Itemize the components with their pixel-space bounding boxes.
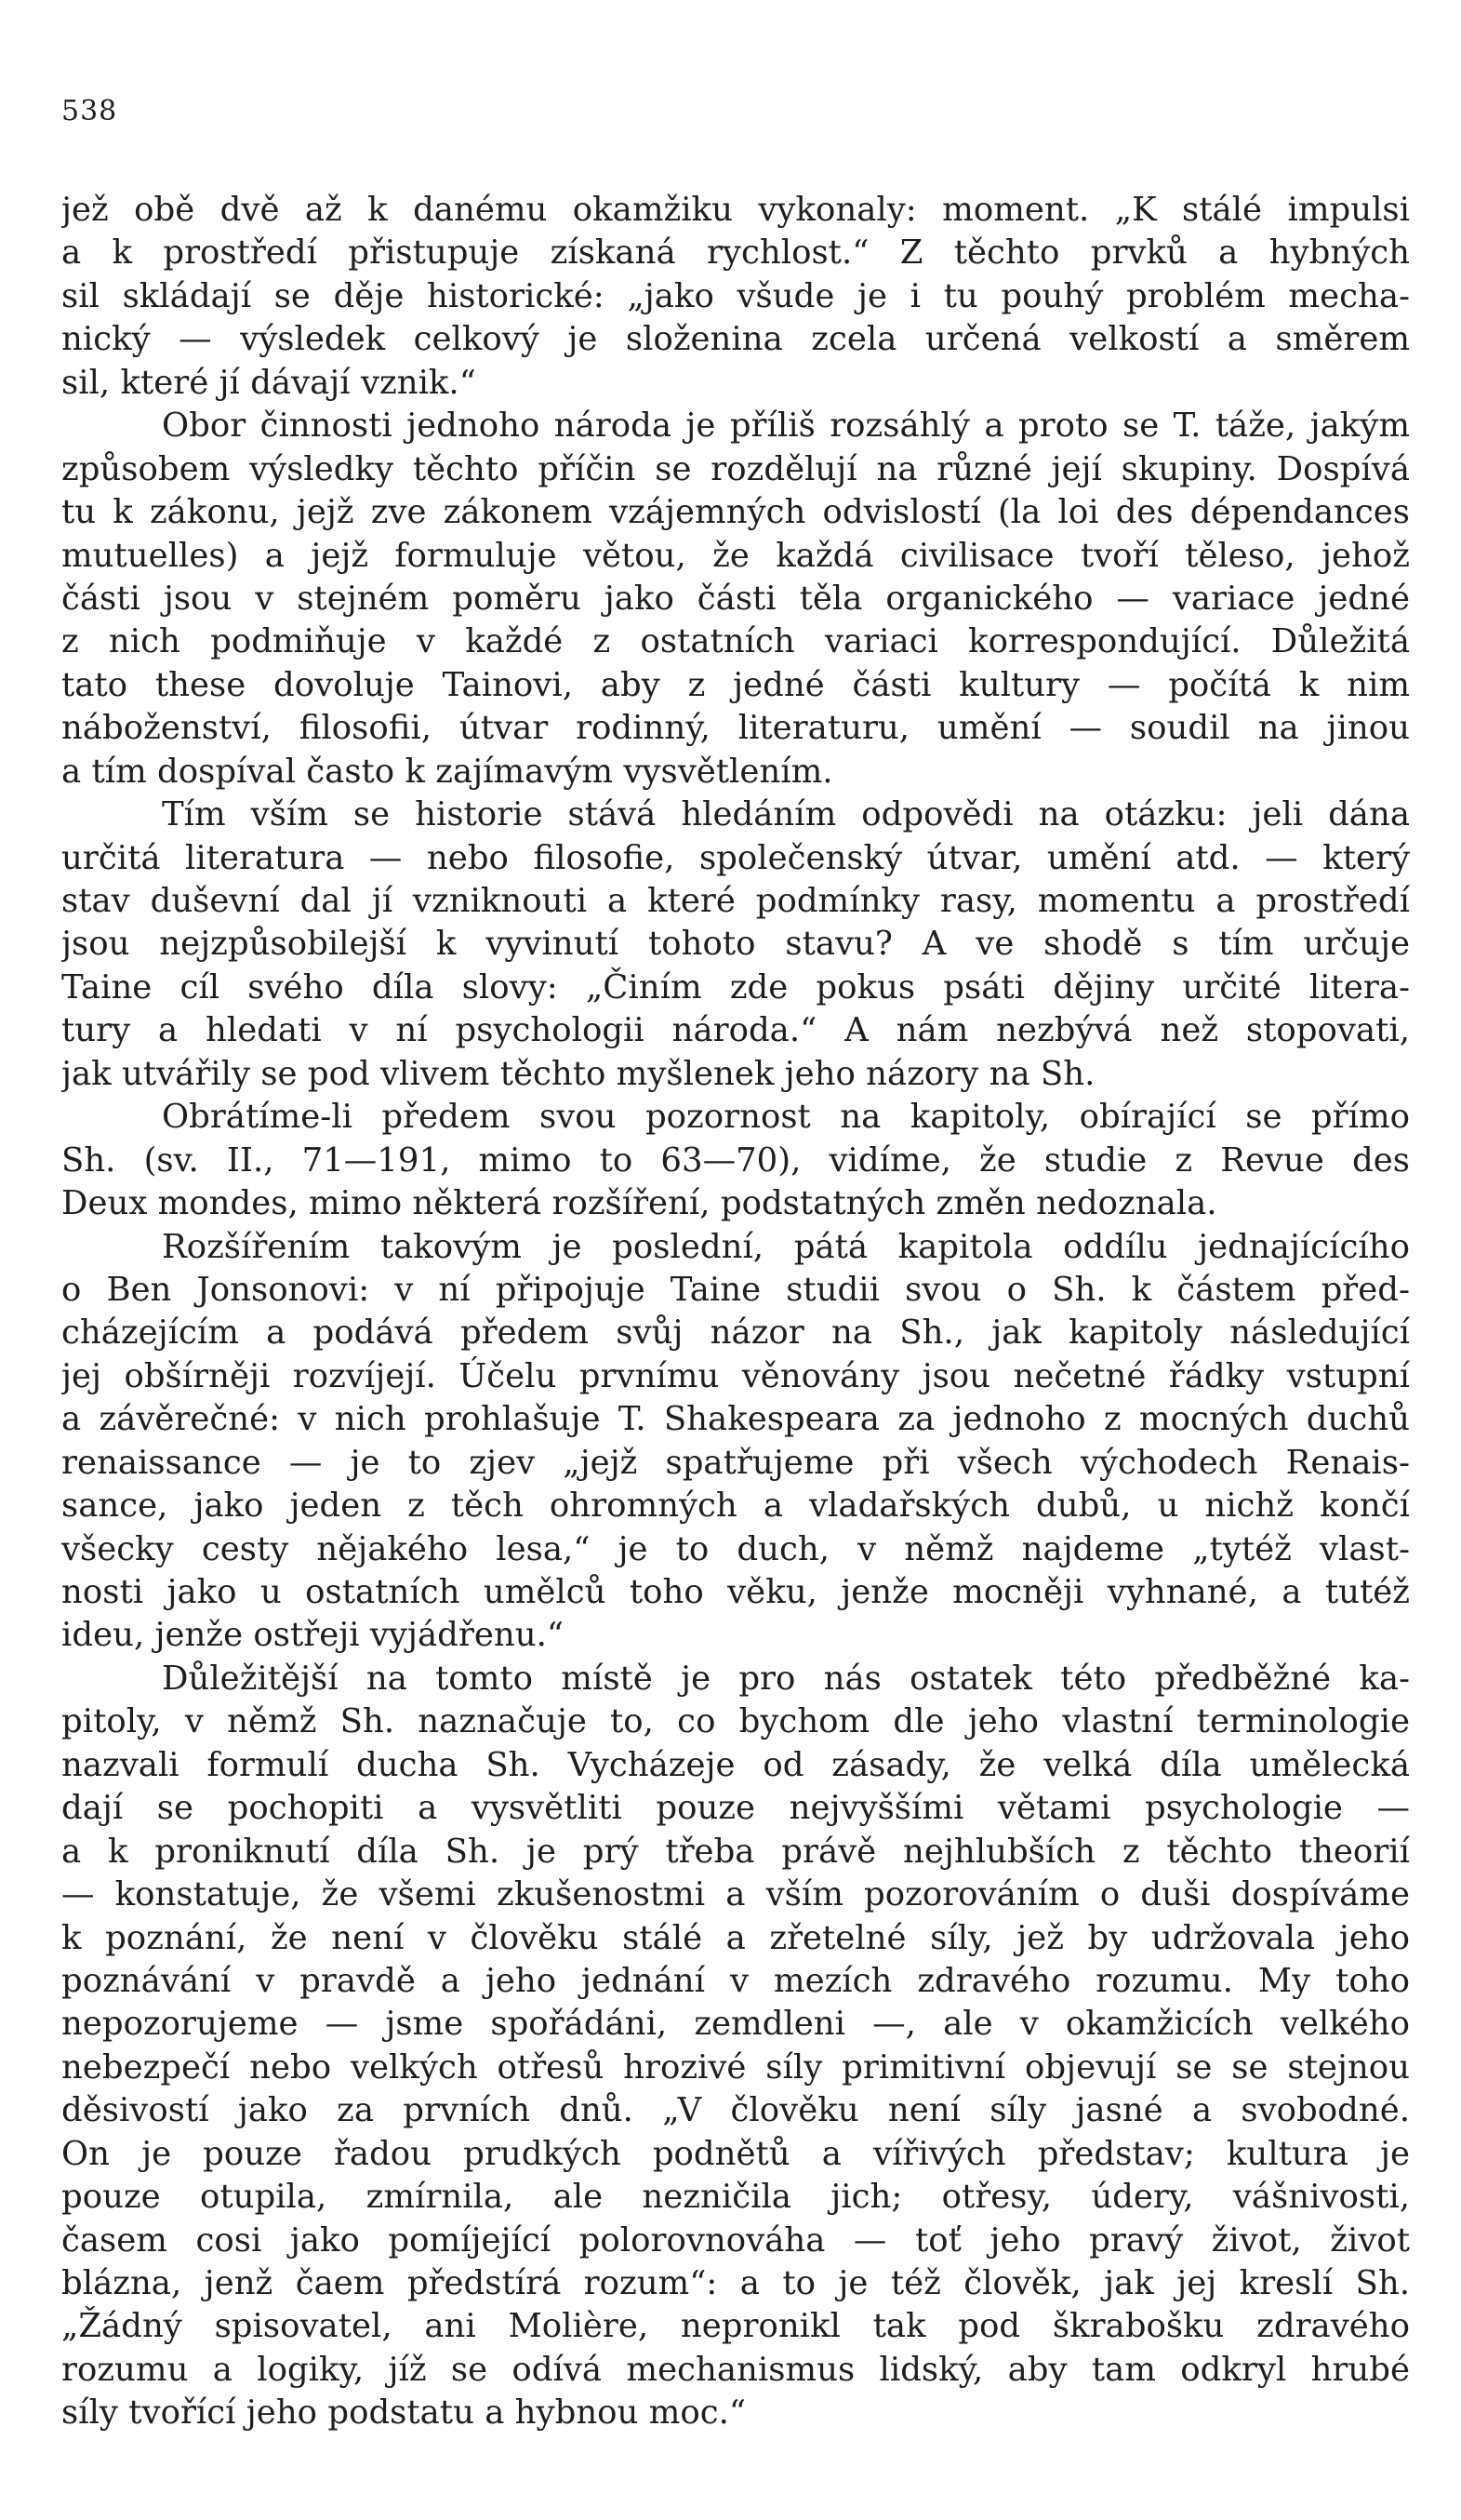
text-line: sance, jako jeden z těch ohromných a vladařských dubů, u nichž končí xyxy=(61,1487,1410,1526)
text-line: tury a hledati v ní psychologii národa.“ A nám nezbývá než stopovati, xyxy=(61,1011,1410,1050)
text-line: jak utvářily se pod vlivem těchto myšlenek jeho názory na Sh. xyxy=(61,1054,1096,1093)
text-line: renaissance — je to zjev „jejž spatřujeme při všech východech Renais- xyxy=(61,1443,1410,1482)
text-line: „Žádný spisovatel, ani Molière, nepronikl tak pod škrabošku zdravého xyxy=(61,2307,1410,2346)
text-line: a k prostředí přistupuje získaná rychlost.“ Z těchto prvků a hybných xyxy=(61,233,1410,273)
text-line: Rozšířením takovým je poslední, pátá kapitola oddílu jednajícícího xyxy=(162,1227,1410,1266)
text-line: Deux mondes, mimo některá rozšíření, podstatných změn nedoznala. xyxy=(61,1184,1217,1223)
text-line: časem cosi jako pomíjející polorovnováha — toť jeho pravý život, život xyxy=(61,2220,1410,2260)
text-line: k poznání, že není v člověku stálé a zřetelné síly, jež by udržovala jeho xyxy=(61,1918,1410,1957)
text-line: Obrátíme-li předem svou pozornost na kapitoly, obírající se přímo xyxy=(162,1098,1410,1137)
text-line: stav duševní dal jí vzniknouti a které podmínky rasy, momentu a prostředí xyxy=(61,882,1410,920)
text-line: Taine cíl svého díla slovy: „Činím zde pokus psáti dějiny určité litera- xyxy=(61,967,1410,1007)
text-line: části jsou v stejném poměru jako části těla organického — variace jedné xyxy=(61,579,1410,618)
text-line: mutuelles) a jejž formuluje větou, že každá civilisace tvoří těleso, jehož xyxy=(61,536,1410,575)
text-line: děsivostí jako za prvních dnů. „V člověku není síly jasné a svobodné. xyxy=(61,2091,1410,2130)
text-line: z nich podmiňuje v každé z ostatních variaci korrespondující. Důležitá xyxy=(61,622,1410,661)
text-line: tu k zákonu, jejž zve zákonem vzájemných odvislostí (la loi des dépendances xyxy=(61,493,1410,532)
text-line: Důležitější na tomto místě je pro nás ostatek této předběžné ka- xyxy=(162,1659,1410,1698)
text-line: poznávání v pravdě a jeho jednání v mezích zdravého rozumu. My toho xyxy=(61,1961,1410,2000)
body-text xyxy=(61,189,1410,2435)
text-line: Tím vším se historie stává hledáním odpovědi na otázku: jeli dána xyxy=(162,795,1410,834)
text-line: a závěrečné: v nich prohlašuje T. Shakespeara za jednoho z mocných duchů xyxy=(61,1400,1410,1439)
text-line: a k proniknutí díla Sh. je prý třeba právě nejhlubších z těchto theorií xyxy=(61,1832,1410,1871)
text-line: všecky cesty nějakého lesa,“ je to duch, v němž najdeme „tytéž vlast- xyxy=(61,1529,1410,1568)
text-line: určitá literatura — nebo filosofie, společenský útvar, umění atd. — který xyxy=(61,838,1410,877)
text-line: pitoly, v němž Sh. naznačuje to, co bychom dle jeho vlastní terminologie xyxy=(61,1702,1410,1741)
text-line: sil skládají se děje historické: „jako všude je i tu pouhý problém mecha- xyxy=(61,276,1410,315)
text-line: nebezpečí nebo velkých otřesů hrozivé síly primitivní objevují se se stejnou xyxy=(61,2047,1410,2087)
text-line: nazvali formulí ducha Sh. Vycházeje od zásady, že velká díla umělecká xyxy=(61,1745,1410,1784)
text-line: jsou nejzpůsobilejší k vyvinutí tohoto stavu? A ve shodě s tím určuje xyxy=(61,925,1410,964)
text-line: cházejícím a podává předem svůj názor na Sh., jak kapitoly následující xyxy=(61,1313,1410,1353)
text-line: Obor činnosti jednoho národa je příliš rozsáhlý a proto se T. táže, jakým xyxy=(162,407,1410,446)
text-line: nický — výsledek celkový je složenina zcela určená velkostí a směrem xyxy=(61,320,1410,359)
text-line: pouze otupila, zmírnila, ale nezničila jich; otřesy, údery, vášnivosti, xyxy=(61,2178,1410,2217)
text-line: blázna, jenž čaem předstírá rozum“: a to je též člověk, jak jej kreslí Sh. xyxy=(61,2264,1410,2302)
text-line: sil, které jí dávají vznik.“ xyxy=(61,363,476,402)
text-line: On je pouze řadou prudkých podnětů a vířivých představ; kultura je xyxy=(61,2134,1410,2173)
text-line: nepozorujeme — jsme spořádáni, zemdleni —, ale v okamžicích velkého xyxy=(61,2005,1410,2044)
text-line: Sh. (sv. II., 71—191, mimo to 63—70), vidíme, že studie z Revue des xyxy=(61,1140,1410,1180)
text-line: nosti jako u ostatních umělců toho věku, jenže mocněji vyhnané, a tutéž xyxy=(61,1573,1410,1611)
text-line: rozumu a logiky, jíž se odívá mechanismus lidský, aby tam odkryl hrubé xyxy=(61,2350,1410,2389)
text-line: — konstatuje, že všemi zkušenostmi a vším pozorováním o duši dospíváme xyxy=(61,1875,1410,1914)
text-line: a tím dospíval často k zajímavým vysvětlením. xyxy=(61,752,833,791)
text-line: tato these dovoluje Tainovi, aby z jedné části kultury — počítá k nim xyxy=(61,665,1410,704)
text-line: jež obě dvě až k danému okamžiku vykonaly: moment. „K stálé impulsi xyxy=(61,191,1410,229)
text-line: způsobem výsledky těchto příčin se rozdělují na různé její skupiny. Dospívá xyxy=(61,449,1410,488)
text-line: o Ben Jonsonovi: v ní připojuje Taine studii svou o Sh. k částem před- xyxy=(61,1270,1410,1309)
text-line: ideu, jenže ostřeji vyjádřenu.“ xyxy=(61,1616,564,1655)
text-line: síly tvořící jeho podstatu a hybnou moc.“ xyxy=(61,2393,747,2433)
text-line: náboženství, filosofii, útvar rodinný, literaturu, umění — soudil na jinou xyxy=(61,709,1410,748)
text-line: dají se pochopiti a vysvětliti pouze nejvyššími větami psychologie — xyxy=(61,1789,1410,1828)
text-line: jej obšírněji rozvíjejí. Účelu prvnímu věnovány jsou nečetné řádky vstupní xyxy=(61,1356,1410,1395)
page-number: 538 xyxy=(61,95,118,127)
